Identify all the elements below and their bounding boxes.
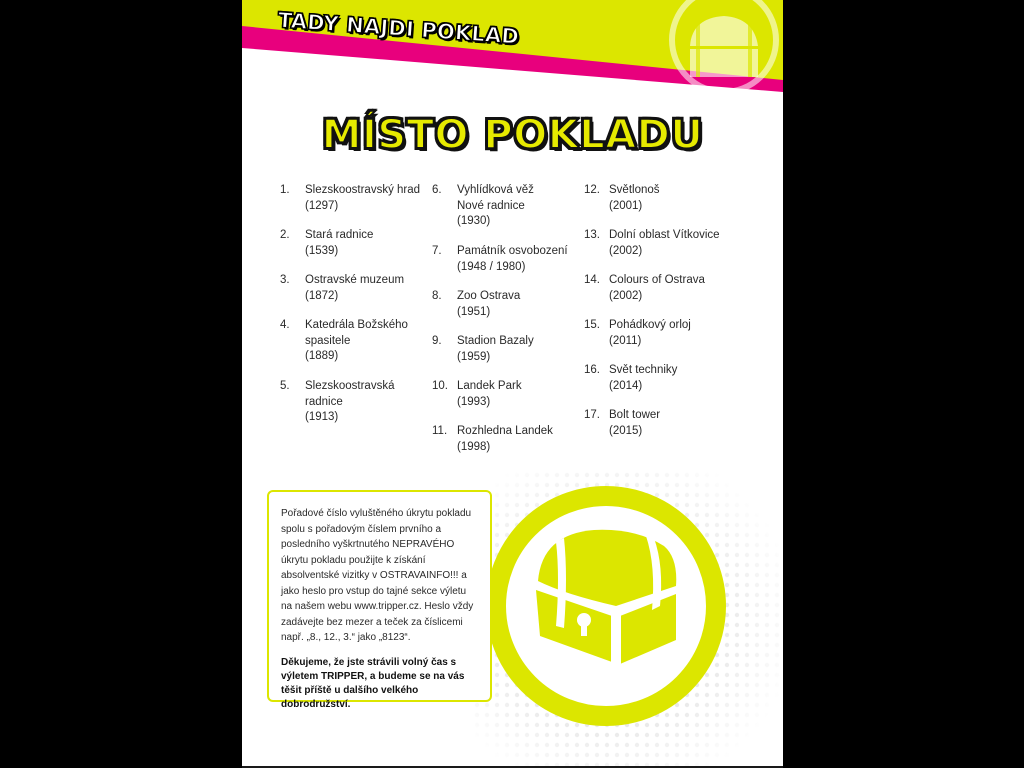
list-item <box>584 318 744 349</box>
item-number: 4. <box>280 319 290 331</box>
item-year: (1539) <box>305 244 339 257</box>
item-name: Bolt tower <box>609 409 661 421</box>
item-text <box>305 379 401 426</box>
item-name: Stará radnice <box>305 229 374 241</box>
item-number: 17. <box>584 409 600 421</box>
item-name: Slezskoostravská radnice <box>305 380 395 408</box>
item-year: (1889) <box>305 350 339 362</box>
item-text <box>457 183 547 230</box>
item-text <box>457 334 597 365</box>
item-year: (1948 / 1980) <box>457 260 526 273</box>
item-text <box>305 273 445 304</box>
item-name: Katedrála Božského spasitele <box>305 319 408 347</box>
item-name: Landek Park <box>457 380 522 392</box>
item-name: Zoo Ostrava <box>457 290 521 302</box>
item-text <box>305 318 415 365</box>
item-year: (2001) <box>609 199 643 212</box>
list-item <box>584 183 744 214</box>
item-year: (2002) <box>609 289 643 302</box>
list-item <box>280 318 440 365</box>
places-column-1 <box>280 183 440 440</box>
item-year: (2011) <box>609 334 642 347</box>
item-number: 9. <box>432 335 442 347</box>
item-name: Pohádkový orloj <box>609 319 691 331</box>
places-column-3 <box>584 183 744 453</box>
item-year: (1959) <box>457 350 491 363</box>
item-year: (1872) <box>305 289 339 302</box>
item-number: 10. <box>432 380 448 392</box>
item-number: 1. <box>280 184 290 196</box>
item-number: 11. <box>432 425 448 437</box>
list-item <box>432 424 592 455</box>
item-number: 14. <box>584 274 600 286</box>
list-item <box>584 363 744 394</box>
list-item <box>432 334 592 365</box>
item-name: Památník osvobození <box>457 245 568 257</box>
item-text <box>609 318 749 349</box>
list-item <box>432 244 592 275</box>
item-year: (2002) <box>609 244 643 257</box>
item-text <box>305 183 445 214</box>
item-year: (1930) <box>457 215 491 227</box>
item-number: 16. <box>584 364 600 376</box>
item-number: 7. <box>432 245 442 257</box>
item-year: (1913) <box>305 411 339 423</box>
item-text <box>609 183 749 214</box>
item-number: 15. <box>584 319 600 331</box>
item-name: Svět techniky <box>609 364 678 376</box>
item-number: 12. <box>584 184 600 196</box>
list-item <box>584 408 744 439</box>
item-number: 8. <box>432 290 442 302</box>
list-item <box>432 183 592 230</box>
item-year: (1951) <box>457 305 491 318</box>
item-text <box>457 289 597 320</box>
list-item <box>584 273 744 304</box>
list-item <box>280 273 440 304</box>
item-number: 6. <box>432 184 442 196</box>
item-year: (1993) <box>457 395 491 408</box>
item-year: (1998) <box>457 440 491 453</box>
item-name: Dolní oblast Vítkovice <box>609 229 720 241</box>
item-name: Ostravské muzeum <box>305 274 405 286</box>
item-year: (2015) <box>609 424 643 437</box>
list-item <box>584 228 744 259</box>
treasure-chest-icon <box>662 0 780 92</box>
info-text: Pořadové číslo vyluštěného úkrytu pokladu spolu s pořadovým číslem prvního a posledního vyškrtnutého NEPRAVÉHO úkrytu pokladu použijte k získání absolventské vizitky v OSTRAVAINFO!!! a jako heslo pro vstup do tajné sekce výletu na našem webu www.tripper.cz. Heslo vždy zadávejte bez mezer a teček za číslicemi např. „8., 12., 3.“ jako „8123“. <box>281 508 474 643</box>
list-item <box>432 289 592 320</box>
item-text <box>457 424 597 455</box>
info-box <box>267 490 492 710</box>
item-number: 3. <box>280 274 290 286</box>
item-text <box>457 244 597 275</box>
item-text <box>457 379 597 410</box>
item-text <box>609 228 769 259</box>
item-name: Světlonoš <box>609 184 660 196</box>
item-name: Colours of Ostrava <box>609 274 705 286</box>
item-year: (2014) <box>609 379 643 392</box>
list-item <box>280 183 440 214</box>
item-name: Stadion Bazaly <box>457 335 534 347</box>
list-item <box>432 379 592 410</box>
item-number: 5. <box>280 380 290 392</box>
item-text <box>609 408 749 439</box>
list-item <box>280 228 440 259</box>
header-title: TADY NAJDI POKLAD <box>277 8 520 49</box>
item-number: 2. <box>280 229 290 241</box>
page-title: MÍSTO POKLADU <box>321 112 704 158</box>
item-number: 13. <box>584 229 600 241</box>
places-column-2 <box>432 183 592 469</box>
item-year: (1297) <box>305 199 339 212</box>
document-page <box>242 0 783 768</box>
item-name: Slezskoostravský hrad <box>305 184 421 196</box>
list-item <box>280 379 440 426</box>
thanks-text: Děkujeme, že jste strávili volný čas s výletem TRIPPER, a budeme se na vás těšit příště u dalšího velkého dobrodružství. <box>281 656 465 710</box>
treasure-chest-icon <box>486 486 726 726</box>
item-text <box>305 228 445 259</box>
item-name: Vyhlídková věž Nové radnice <box>457 184 534 212</box>
item-name: Rozhledna Landek <box>457 425 553 437</box>
item-text <box>609 363 749 394</box>
item-text <box>609 273 749 304</box>
